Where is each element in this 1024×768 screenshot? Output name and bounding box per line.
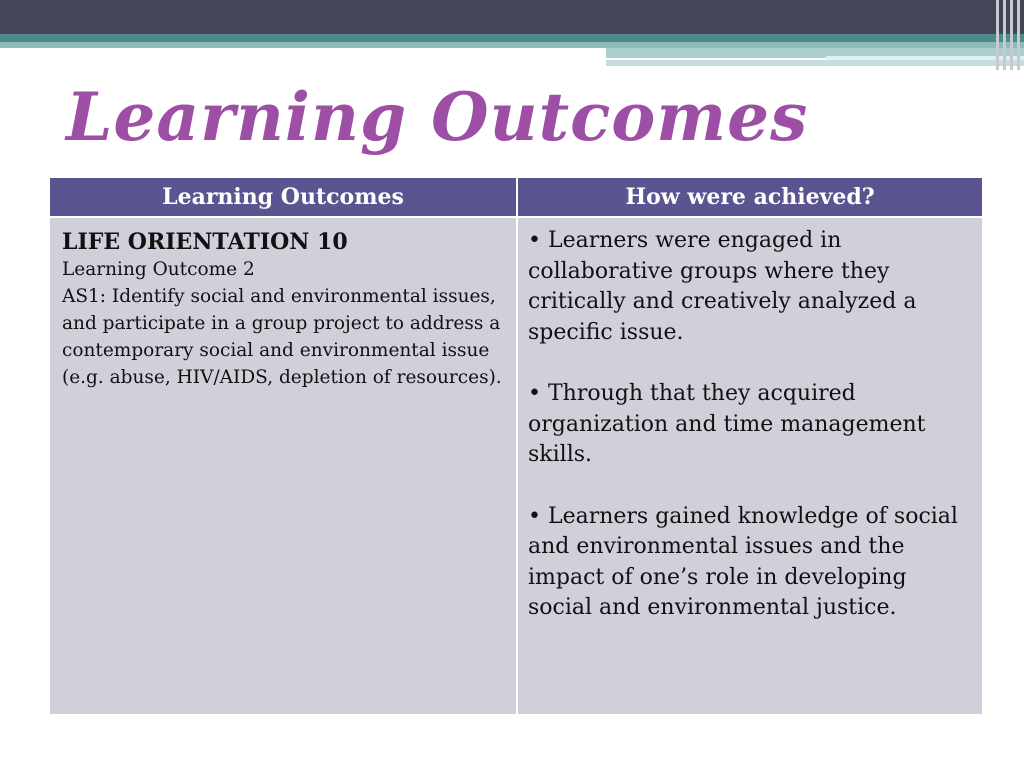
achievement-bullet: • Through that they acquired organization and time management skills. <box>528 381 926 467</box>
header-how-achieved: How were achieved? <box>517 177 983 217</box>
table-row <box>49 217 983 715</box>
achievement-bullet: • Learners gained knowledge of social and environmental issues and the impact of one’s role in developing social and environmental justice. <box>528 503 958 620</box>
slide-title: Learning Outcomes <box>66 78 809 156</box>
outcomes-table <box>48 176 984 716</box>
achievement-cell <box>517 217 983 715</box>
outcome-heading: LIFE ORIENTATION 10 <box>62 229 348 255</box>
table-header-row <box>49 177 983 217</box>
learning-outcome-cell <box>49 217 517 715</box>
achievement-bullet: • Learners were engaged in collaborative groups where they critically and creatively analyzed a specific issue. <box>528 228 917 345</box>
outcome-description: AS1: Identify social and environmental issues, and participate in a group project to address a contemporary social and environmental issue (e.g. abuse, HIV/AIDS, depletion of resources). <box>62 286 502 388</box>
outcome-line: Learning Outcome 2 <box>62 259 255 280</box>
teal-decor-bar <box>0 34 1024 42</box>
top-decor-bar <box>0 0 1024 34</box>
header-learning-outcomes: Learning Outcomes <box>49 177 517 217</box>
right-decor-bar-b <box>606 60 1024 66</box>
corner-stripes-decor <box>994 0 1024 70</box>
